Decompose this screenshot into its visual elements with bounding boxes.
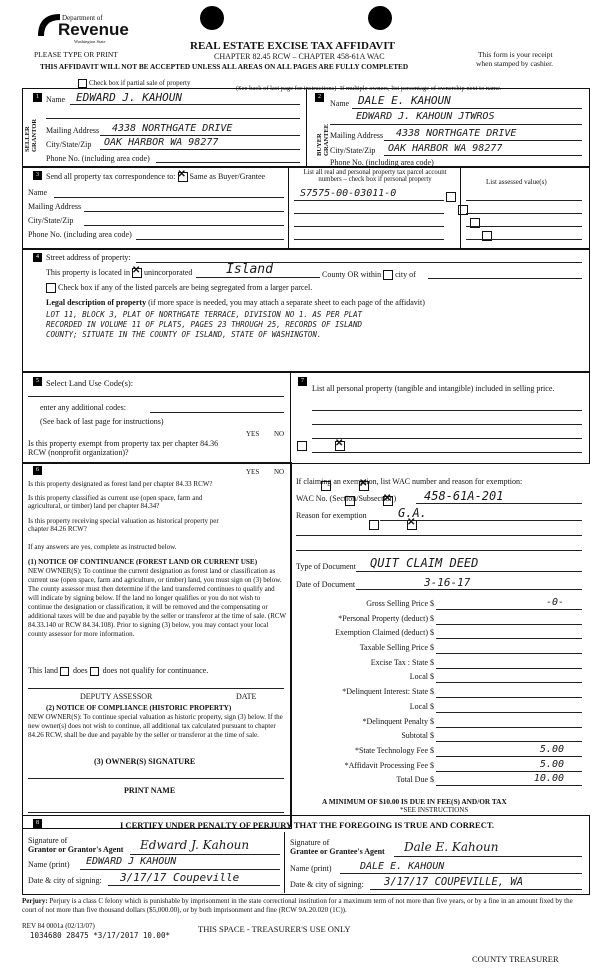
doc-date-value[interactable]: 3-16-17 [424,576,471,589]
accounts-label: List all real and personal property tax parcel account numbers – check box if personal property [303,169,447,183]
same-as-buyer-label: Same as Buyer/Grantee [189,172,266,181]
legal-line-2[interactable]: RECORDED IN VOLUME 11 OF PLATS, PAGES 23 THROUGH 25, RECORDS OF ISLAND [46,320,363,329]
deputy-assessor-label: DEPUTY ASSESSOR [80,692,153,701]
send-corr-label [46,172,265,182]
logo-dept: Department of [62,14,103,22]
receipt-text: This form is your receipt [478,50,553,59]
section-4-badge: 4 [33,253,42,262]
totals-row [296,657,586,672]
totals-row-label: Total Due $ [396,775,434,785]
historic-no-checkbox[interactable] [407,520,417,530]
street-label: Street address of property: [46,253,131,262]
land-use-see-back: (See back of last page for instructions) [40,417,164,426]
seller-mail-label: Mailing Address [46,126,100,135]
same-as-buyer-checkbox[interactable] [178,172,188,182]
perjury-text: Perjury is a class C felony which is punishable by imprisonment in the state correctional institution for a maximum term of not more than five years, or by a fine in an amount fixed by the court of not more than five thousand dollars ($5,000.00), or by both imprisonment and fine (RCW 9A.20.020 (1C)). [22,897,573,914]
perjury-notice [22,897,588,915]
legal-line-1[interactable]: LOT 11, BLOCK 3, PLAT OF NORTHGATE TERRACE, DIVISION NO 1. AS PER PLAT [46,310,363,319]
section-1-badge: 1 [33,93,42,102]
city-of-label: city of [395,270,416,279]
unincorporated-label: unincorporated [143,268,193,277]
totals-row-label: Subtotal $ [401,731,434,741]
landuse-yes: YES [246,430,260,438]
does-checkbox[interactable] [60,667,69,676]
section-5-badge: 5 [33,377,42,386]
corr-mail-label: Mailing Address [28,202,82,211]
totals-row-label: Local $ [409,672,434,682]
certify-statement: I CERTIFY UNDER PENALTY OF PERJURY THAT THE FOREGOING IS TRUE AND CORRECT. [120,820,495,830]
totals-row-label: *Personal Property (deduct) $ [338,613,434,623]
parcel-account[interactable]: S7575-00-03011-0 [300,188,397,199]
totals-row [296,760,586,775]
form-warning: THIS AFFIDAVIT WILL NOT BE ACCEPTED UNLESS ALL AREAS ON ALL PAGES ARE FULLY COMPLETED [40,62,409,71]
totals-row [296,686,586,701]
buyer-side-label: BUYER GRANTEE [316,123,330,156]
totals-row [296,642,586,657]
rev-number: REV 84 0001a (02/13/07) [22,922,95,930]
totals-row [296,613,586,628]
notice-1-title: (1) NOTICE OF CONTINUANCE (FOREST LAND OR CURRENT USE) [28,558,258,566]
legal-line-3[interactable]: COUNTY; SITUATE IN THE COUNTY OF ISLAND, STATE OF WASHINGTON. [46,330,322,339]
corr-city-label: City/State/Zip [28,216,74,225]
grantee-sig-label2: Grantee or Grantee's Agent [290,847,385,856]
county-label-row [322,270,416,280]
buyer-mail[interactable]: 4338 NORTHGATE DRIVE [396,128,517,139]
grantor-name-label: Name (print) [28,860,70,869]
section-8-badge: 8 [33,819,42,828]
exempt-question: Is this property exempt from property tax per chapter 84.36 RCW (nonprofit organization)? [28,439,219,457]
legal-label: Legal description of property [46,298,147,307]
notice-1-text: NEW OWNER(S): To continue the current designation as forest land or classification as current use (open space, farm and agriculture, or timber) land, you must sign on (3) below. The county assessor must then determine if the land transferred continues to qualify and will indicate by signing below. If the land no longer qualifies or you do not wish to continue the designation or classification, it will be removed and the compensating or additional taxes will be due and payable by the seller or transferor at the time of sale. (RCW 84.33.140 or RCW 84.34.108). Prior to signing (3) below, you may contact your local county assessor for more information. [28,567,287,638]
totals-row-label: Excise Tax : State $ [370,657,434,667]
deputy-date-label: DATE [236,692,257,701]
dor-logo [34,10,129,46]
located-row [46,268,192,278]
section-1-2-divider [306,88,307,166]
seller-mail[interactable]: 4338 NORTHGATE DRIVE [112,123,233,134]
stamped-text: when stamped by cashier. [476,59,554,68]
county-value[interactable]: Island [226,262,273,277]
historic-yes-checkbox[interactable] [369,520,379,530]
seller-phone-label: Phone No. (including area code) [46,154,150,163]
grantee-date-city[interactable]: 3/17/17 COUPEVILLE, WA [384,876,524,888]
personal-property-label: List all personal property (tangible and intangible) included in selling price. [312,384,555,393]
assessed-label: List assessed value(s) [486,178,547,186]
totals-row-value[interactable]: -0- [545,597,564,608]
section-3-badge: 3 [33,171,42,180]
s6-no: NO [274,468,285,476]
see-back-header: (See back of last page for instructions) [236,85,337,92]
totals-row-label: Local $ [409,701,434,711]
grantor-sig-label: Signature of [28,836,68,845]
forest-question: Is this property designated as forest land per chapter 84.33 RCW? [28,480,213,488]
segregated-row [46,283,312,293]
totals-row [296,774,586,789]
wac-label: WAC No. (Section/Subsection) [296,494,397,503]
historic-question: Is this property receiving special valuation as historical property per chapter 84.26 RCW? [28,517,219,533]
please-type: PLEASE TYPE OR PRINT [34,50,118,59]
totals-row-label: *Delinquent Penalty $ [362,716,434,726]
doc-type-label: Type of Document [296,562,356,571]
legal-hint: (if more space is needed, you may attach a separate sheet to each page of the affidavit) [148,298,425,307]
this-land-label: This land [28,666,58,675]
totals-row-label: Taxable Selling Price $ [359,643,434,653]
grantor-name-print[interactable]: EDWARD J KAHOUN [86,856,177,867]
totals-row [296,627,586,642]
seller-name-label: Name [46,95,66,104]
form-chapter: CHAPTER 82.45 RCW – CHAPTER 458-61A WAC [214,52,385,61]
logo-name: Revenue [58,20,129,39]
landuse-no: NO [274,430,285,438]
grantor-date-label: Date & city of signing: [28,876,102,885]
notice-2-text: NEW OWNER(S): To continue special valuation as historic property, sign (3) below. If the new owner(s) does not wish to continue, all additional tax calculated pursuant to chapter 84.26 RCW, shall be due and payable by the seller or transferor at the time of sale. [28,713,283,739]
s6-yes: YES [246,468,260,476]
form-title: REAL ESTATE EXCISE TAX AFFIDAVIT [190,40,395,52]
totals-row-value[interactable]: 5.00 [539,743,564,755]
seller-side-label: SELLER GRANTOR [24,118,38,152]
grantor-signature[interactable]: Edward J. Kahoun [140,838,250,852]
doc-date-label: Date of Document [296,580,356,589]
reason-label: Reason for exemption [296,511,367,520]
logo-state: Washington State [74,39,106,44]
multiple-owners: If multiple owners, list percentage of ownership next to name. [340,85,502,92]
owner-signature-label: (3) OWNER(S) SIGNATURE [94,757,196,766]
current-use-question: Is this property classified as current use (open space, farm and agricultural, or timber) land per chapter 84.34? [28,494,203,510]
located-label: This property is located in [46,268,130,277]
totals-row [296,598,586,613]
totals-row-label: *Delinquent Interest: State $ [342,687,434,697]
corr-phone-label: Phone No. (including area code) [28,230,132,239]
totals-row [296,701,586,716]
city-of-checkbox[interactable] [383,270,393,280]
exempt-no-checkbox[interactable] [335,441,345,451]
totals-row-value[interactable]: 10.00 [533,773,564,785]
grantor-date-city[interactable]: 3/17/17 Coupeville [120,871,240,884]
totals-row-label: *Affidavit Processing Fee $ [344,760,434,770]
print-name-label: PRINT NAME [124,786,176,795]
partial-sale-checkbox[interactable] [78,79,87,88]
punch-hole-right [368,6,392,30]
grantee-signature[interactable]: Dale E. Kahoun [404,840,499,854]
see-instructions: *SEE INSTRUCTIONS [400,806,469,814]
perjury-label: Perjury: [22,897,48,905]
exemption-claim-label: If claiming an exemption, list WAC number and reason for exemption: [296,477,523,486]
cashier-stamp: 1034680 28475 *3/17/2017 10.00* [30,931,170,940]
does-not-label: does not qualify for continuance. [102,666,209,675]
totals-row-label: Exemption Claimed (deduct) $ [335,628,434,638]
totals-row [296,730,586,745]
if-yes-text: If any answers are yes, complete as instructed below. [28,543,177,551]
buyer-name[interactable]: DALE E. KAHOUN [358,94,451,107]
parcel-personal-checkbox-1[interactable] [446,192,456,202]
seller-city[interactable]: OAK HARBOR WA 98277 [104,137,219,148]
seller-name[interactable]: EDWARD J. KAHOUN [76,91,182,104]
send-corr-text: Send all property tax correspondence to: [46,172,176,181]
does-not-checkbox[interactable] [90,667,99,676]
section-6-badge: 6 [33,466,42,475]
wac-value[interactable]: 458-61A-201 [424,489,504,503]
totals-row-value[interactable]: 5.00 [539,758,564,770]
buyer-city-label: City/State/Zip [330,146,376,155]
enter-codes-label: enter any additional codes: [40,403,126,412]
land-use-label: Select Land Use Code(s): [46,378,134,388]
unincorporated-checkbox[interactable] [132,268,142,278]
partial-sale-label: Check box if partial sale of property [89,79,191,88]
county-treasurer: COUNTY TREASURER [472,954,559,964]
does-label: does [73,666,88,675]
reason-value[interactable]: G.A. [398,506,427,520]
totals-row-label: Gross Selling Price $ [366,599,434,608]
grantee-name-label: Name (print) [290,864,332,873]
grantee-sig-label: Signature of [290,838,330,847]
buyer-phone-label: Phone No. (including area code) [330,158,434,167]
segregated-label: Check box if any of the listed parcels are being segregated from a larger parcel. [58,283,313,292]
doc-type-value[interactable]: QUIT CLAIM DEED [370,556,479,570]
segregated-checkbox[interactable] [46,283,56,293]
buyer-mail-label: Mailing Address [330,131,384,140]
totals-row [296,745,586,760]
buyer-city[interactable]: OAK HARBOR WA 98277 [388,143,503,154]
grantee-date-label: Date & city of signing: [290,880,364,889]
buyer-name-label: Name [330,99,350,108]
punch-hole-left [200,6,224,30]
section-7-badge: 7 [298,377,307,386]
corr-name-label: Name [28,188,48,197]
section-2-badge: 2 [315,93,324,102]
totals-row-label: *State Technology Fee $ [354,745,434,755]
totals-row [296,716,586,731]
legal-label-row [46,298,425,307]
minimum-due: A MINIMUM OF $10.00 IS DUE IN FEE(S) AND/OR TAX [322,797,507,806]
totals-row [296,671,586,686]
buyer-name-2[interactable]: EDWARD J. KAHOUN JTWROS [356,111,495,122]
grantee-name-print[interactable]: DALE E. KAHOUN [360,861,445,872]
this-land-row [28,666,208,676]
partial-sale-check[interactable] [78,79,190,88]
notice-2-title: (2) NOTICE OF COMPLIANCE (HISTORIC PROPERTY) [46,704,232,712]
exempt-yes-checkbox[interactable] [297,441,307,451]
county-label: County OR within [322,270,382,279]
treasurer-space: THIS SPACE - TREASURER'S USE ONLY [198,924,351,934]
totals-list [296,598,586,789]
grantor-sig-label2: Grantor or Grantor's Agent [28,845,124,854]
seller-city-label: City/State/Zip [46,140,92,149]
